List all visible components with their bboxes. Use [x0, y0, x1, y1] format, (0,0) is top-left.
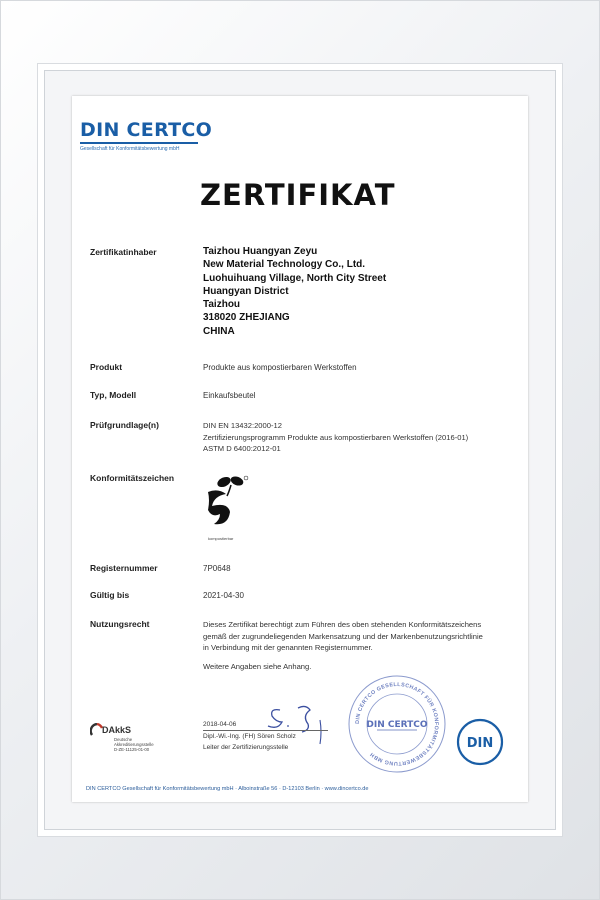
holder-line: Taizhou: [203, 299, 241, 311]
product-label: Produkt: [90, 362, 123, 372]
basis-line: ASTM D 6400:2012-01: [203, 444, 281, 453]
usage-line: in Verbindung mit der genannten Registernummer.: [203, 643, 373, 652]
footer-address: DIN CERTCO Gesellschaft für Konformitätsbewertung mbH · Alboinstraße 56 · D-12103 Berlin · www.dincertco.de: [86, 786, 369, 792]
din-logo-text: DIN: [466, 736, 494, 751]
mark-caption: kompostierbar: [208, 536, 234, 541]
valid-value: 2021-04-30: [203, 591, 244, 600]
usage-extra: Weitere Angaben siehe Anhang.: [203, 662, 312, 671]
dakks-line: D-ZE-11125-01-00: [114, 747, 150, 752]
type-label: Typ, Modell: [90, 390, 137, 400]
stamp-center-text: DIN CERTCO: [366, 720, 428, 730]
type-value: Einkaufsbeutel: [203, 391, 256, 400]
valid-label: Gültig bis: [90, 590, 130, 600]
stamp-ring-text: DIN CERTCO GESELLSCHAFT FÜR KONFORMITÄTSBEWERTUNG MBH: [354, 681, 440, 767]
logo-name: DIN CERTCO: [80, 119, 213, 141]
holder-line: CHINA: [203, 325, 235, 337]
basis-label: Prüfgrundlage(n): [90, 420, 159, 430]
basis-line: Zertifizierungsprogramm Produkte aus kompostierbaren Werkstoffen (2016-01): [203, 432, 469, 442]
usage-line: gemäß der zugrundeliegenden Markensatzung und der Markenbenutzungsrichtlinie: [203, 631, 483, 641]
signature-date: 2018-04-06: [203, 721, 237, 728]
register-label: Registernummer: [90, 563, 158, 573]
din-logo-icon: [455, 717, 505, 767]
usage-line: Dieses Zertifikat berechtigt zum Führen des oben stehenden Konformitätszeichens: [203, 620, 482, 629]
seedling-compostable-icon: [200, 472, 250, 532]
holder-label: Zertifikatinhaber: [90, 247, 157, 257]
dakks-line: Akkreditierungsstelle: [114, 742, 154, 747]
certificate-title: ZERTIFIKAT: [200, 178, 396, 212]
basis-list: [203, 420, 468, 455]
dincertco-stamp: [346, 673, 448, 775]
usage-label: Nutzungsrecht: [90, 619, 150, 629]
logo-subtitle: Gesellschaft für Konformitätsbewertung mbH: [80, 146, 180, 152]
holder-address: [203, 245, 386, 338]
holder-line: New Material Technology Co., Ltd.: [203, 259, 366, 271]
mark-label: Konformitätszeichen: [90, 473, 175, 483]
signatory-name: Dipl.-Wi.-Ing. (FH) Sören Scholz: [203, 733, 296, 740]
dakks-name: DAkkS: [102, 725, 132, 735]
logo-underline: [80, 142, 198, 144]
signature-line: [203, 730, 328, 731]
holder-line: Taizhou Huangyan Zeyu: [203, 246, 318, 257]
holder-line: Huangyan District: [203, 285, 289, 297]
signatory-role: Leiter der Zertifizierungsstelle: [203, 744, 289, 751]
dincertco-logo: [80, 119, 213, 152]
basis-line: DIN EN 13432:2000-12: [203, 421, 282, 430]
usage-text: [203, 619, 483, 654]
register-value: 7P0648: [203, 564, 231, 573]
holder-line: Luohuihuang Village, North City Street: [203, 272, 387, 284]
product-value: Produkte aus kompostierbaren Werkstoffen: [203, 363, 357, 372]
holder-line: 318020 ZHEJIANG: [203, 312, 290, 324]
dakks-line: Deutsche: [114, 737, 133, 742]
